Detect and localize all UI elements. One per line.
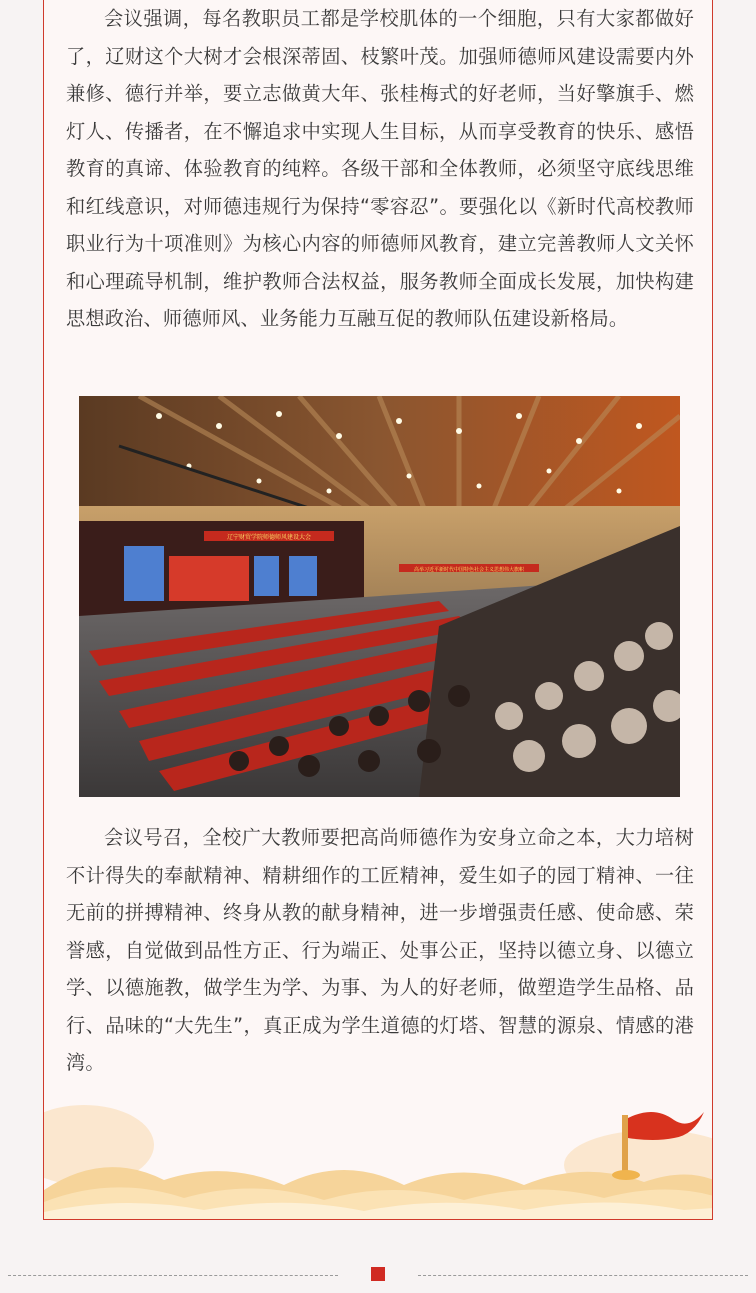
paragraph-2: 会议号召，全校广大教师要把高尚师德作为安身立命之本，大力培树不计得失的奉献精神、精耕细作的工匠精神，爱生如子的园丁精神、一往无前的拼搏精神、终身从教的献身精神，进一步增强责任感、使命感、荣誉感，自觉做到品性方正、行为端正、处事公正，坚持以德立身、以德立学、以德施教，做学生为学、为事、为人的好老师，做塑造学生品格、品行、品味的“大先生”，真正成为学生道德的灯塔、智慧的源泉、情感的港湾。 (66, 826, 694, 1074)
stage-banner-text: 辽宁财贸学院师德师风建设大会 (226, 534, 312, 541)
divider-square-icon (371, 1267, 385, 1281)
wall-banner-text: 高举习近平新时代中国特色社会主义思想伟大旗帜 (413, 567, 525, 573)
divider-left (8, 1275, 338, 1276)
article-frame (43, 0, 713, 1220)
paragraph-1: 会议强调，每名教职员工都是学校肌体的一个细胞，只有大家都做好了，辽财这个大树才会根深蒂固、枝繁叶茂。加强师德师风建设需要内外兼修、德行并举，要立志做黄大年、张桂梅式的好老师，当好擎旗手、燃灯人、传播者，在不懈追求中实现人生目标，从而享受教育的快乐、感悟教育的真谛、体验教育的纯粹。各级干部和全体教师，必须坚守底线思维和红线意识，对师德违规行为保持“零容忍”。要强化以《新时代高校教师职业行为十项准则》为核心内容的师德师风教育，建立完善教师人文关怀和心理疏导机制，维护教师合法权益，服务教师全面成长发展，加快构建思想政治、师德师风、业务能力互融互促的教师队伍建设新格局。 (66, 7, 694, 330)
cloud-decoration (44, 1090, 713, 1220)
divider-right (418, 1275, 748, 1276)
auditorium-photo (79, 396, 680, 797)
auditorium-image (79, 396, 680, 797)
